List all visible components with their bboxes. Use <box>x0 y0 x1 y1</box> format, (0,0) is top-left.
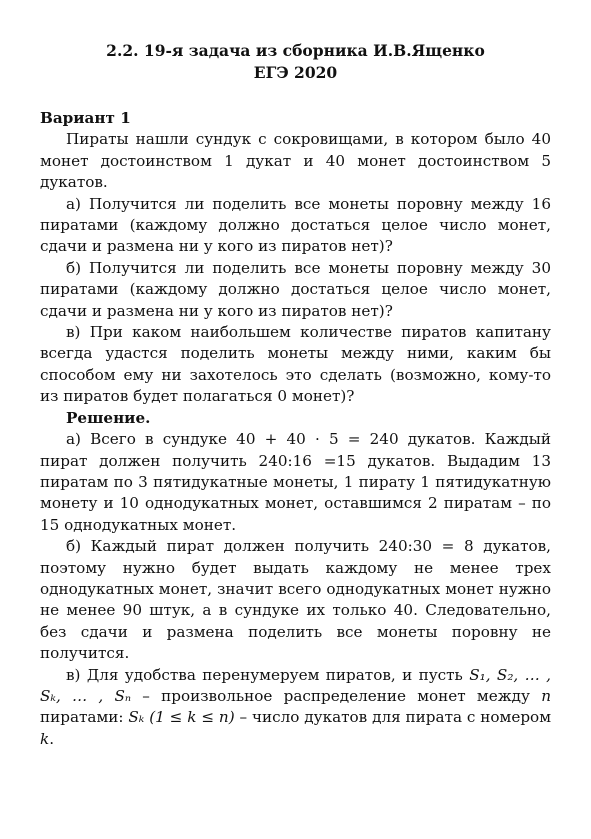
question-c: в) При каком наибольшем количестве пиратов капитану всегда удастся поделить монеты между ними, каким бы способом ему ни захотелось это сделать (возможно, кому-то из пиратов будет полагаться 0 монет)? <box>40 323 551 406</box>
question-b: б) Получится ли поделить все монеты поровну между 30 пиратами (каждому должно достаться целое число монет, сдачи и размена ни у кого из пиратов нет)? <box>40 258 551 320</box>
document-body <box>40 108 551 750</box>
solution-c-text-2: пиратами: <box>40 708 129 727</box>
solution-c-intro: в) Для удобства перенумеруем пиратов, и пусть <box>66 665 463 684</box>
variable-n: n <box>541 686 551 705</box>
solution-c-text-3: – число дукатов для пирата с номером <box>234 708 552 727</box>
title-line-1: 2.2. 19-я задача из сборника И.В.Ященко <box>106 41 485 60</box>
variable-k: k <box>40 729 50 748</box>
sk-formula: Sₖ (1 ≤ k ≤ n) <box>128 708 235 727</box>
document-title <box>0 40 591 84</box>
variant-heading: Вариант 1 <box>40 109 131 127</box>
sequence-formula: S₁, S₂, … , Sₖ, … , Sₙ <box>40 665 551 705</box>
question-a: а) Получится ли поделить все монеты поровну между 16 пиратами (каждому должно достаться целое число монет, сдачи и размена ни у кого из пиратов нет)? <box>40 194 551 256</box>
solution-a: а) Всего в сундуке 40 + 40 · 5 = 240 дукатов. Каждый пират должен получить 240:16 =15 дукатов. Выдадим 13 пиратам по 3 пятидукатные монеты, 1 пирату 1 пятидукатную монету и 10 однодукатных монет, оставшимся 2 пиратам – по 15 однодукатных монет. <box>40 430 551 534</box>
solution-c <box>40 665 551 751</box>
solution-b: б) Каждый пират должен получить 240:30 = 8 дукатов, поэтому нужно будет выдать каждому не менее трех однодукатных монет, значит всего однодукатных монет нужно не менее 90 штук, а в сундуке их только 40. Следовательно, без сдачи и размена поделить все монеты поровну не получится. <box>40 537 551 663</box>
solution-c-end: . <box>49 729 55 748</box>
title-line-2: ЕГЭ 2020 <box>253 63 338 82</box>
solution-heading: Решение. <box>66 408 151 427</box>
problem-intro: Пираты нашли сундук с сокровищами, в котором было 40 монет достоинством 1 дукат и 40 монет достоинством 5 дукатов. <box>40 130 551 192</box>
solution-c-text-1: – произвольное распределение монет между <box>131 686 542 705</box>
